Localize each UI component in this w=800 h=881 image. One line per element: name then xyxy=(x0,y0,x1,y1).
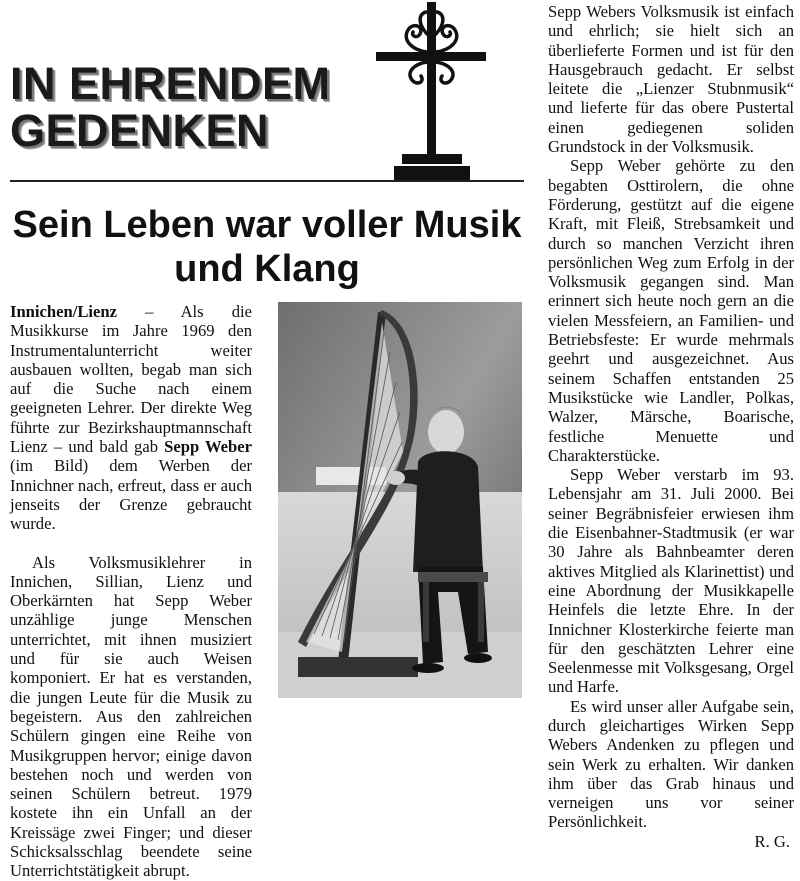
paragraph-1-rest: (im Bild) dem Werben der Innichner nach, erfreut, dass er auch jenseits der Grenze gebraucht wurde. xyxy=(10,456,252,534)
article-paragraph-2: Als Volksmusiklehrer in Innichen, Sillian, Lienz und Oberkärnten hat Sepp Weber unzählige junge Menschen unterrichtet, mit ihnen musiziert und für sie auch Weisen komponiert. Er hat es verstanden, die jungen Leute für die Musik zu begeistern. Aus den zahlreichen Schülern gingen eine Reihe von Musikgruppen hervor; einige davon bestehen noch und werden von seinen Schülern betreut. 1979 kostete ihn ein Unfall an der Kreissäge zwei Finger; und dieser Schicksalsschlag beendete seine Unterrichtstätigkeit abrupt. xyxy=(10,552,252,881)
harp-player-photo xyxy=(278,302,522,698)
header-rule xyxy=(10,180,524,182)
article-paragraph-3: Sepp Webers Volksmusik ist einfach und ehrlich; sie hielt sich an überlieferte Formen und ist für den Hausgebrauch gedacht. Er selbst leitete die „Lienzer Stubnmusik“ und lieferte für das obere Pustertal einen gediegenen soliden Grundstock in der Volksmusik. xyxy=(548,2,794,157)
article-paragraph-4: Sepp Weber gehörte zu den begabten Osttirolern, die ohne Förderung, gestützt auf die eigene Kraft, mit Fleiß, Strebsamkeit und durch so manchen Verzicht ihren persönlichen Weg zum Erfolg in der Volksmusik gegangen sind. Man erinnert sich heute noch gern an die vielen Messfeiern, an Familien- und Betriebsfeste: Er wurde mehrmals geehrt und ausgezeichnet. Aus seinem Schaffen entstanden 25 Musikstücke wie Landler, Polkas, Walzer, Märsche, Boarische, festliche Menuette und Charakterstücke. xyxy=(548,156,794,465)
paragraph-1-text: – Als die Musikkurse im Jahre 1969 den Instrumentalunterricht weiter ausbauen wollten, begab man sich auf die Suche nach einem geeigneten Lehrer. Der direkte Weg führte zur Bezirkshauptmannschaft Lienz – und bald gab xyxy=(10,302,252,457)
article-headline: Sein Leben war voller Musik und Klang xyxy=(12,204,522,290)
article-paragraph-6: Es wird unser aller Aufgabe sein, durch gleichartiges Wirken Sepp Webers Andenken zu pflegen und sein Werk zu erhalten. Wir danken ihm über das Grab hinaus und verneigen uns vor seiner Persönlichkeit. xyxy=(548,696,794,832)
dateline: Innichen/Lienz xyxy=(10,302,117,321)
article-column-1 xyxy=(10,302,252,881)
section-title-line-2: GEDENKEN xyxy=(10,105,270,156)
article-paragraph-5: Sepp Weber verstarb im 93. Lebensjahr am 31. Juli 2000. Bei seiner Begräbnisfeier erwiesen ihm die Eisenbahner-Stadtmusik (er war 30 Jahre als Bahnbeamter deren aktives Mitglied als Klarinettist) und eine Abordnung der Musikkapelle Heinfels die letzte Ehre. In der Innichner Klosterkirche feierte man für den geschätzten Lehrer eine Seelenmesse mit Volksgesang, Orgel und Harfe. xyxy=(548,465,794,697)
author-signature: R. G. xyxy=(754,831,790,851)
memorial-cross-icon xyxy=(372,2,490,182)
article-column-3 xyxy=(548,2,794,851)
photo-illustration xyxy=(278,302,522,698)
section-title-line-1: IN EHRENDEM xyxy=(10,58,331,109)
section-title xyxy=(10,60,370,154)
person-name: Sepp Weber xyxy=(164,437,253,457)
article-paragraph-1 xyxy=(10,302,252,534)
